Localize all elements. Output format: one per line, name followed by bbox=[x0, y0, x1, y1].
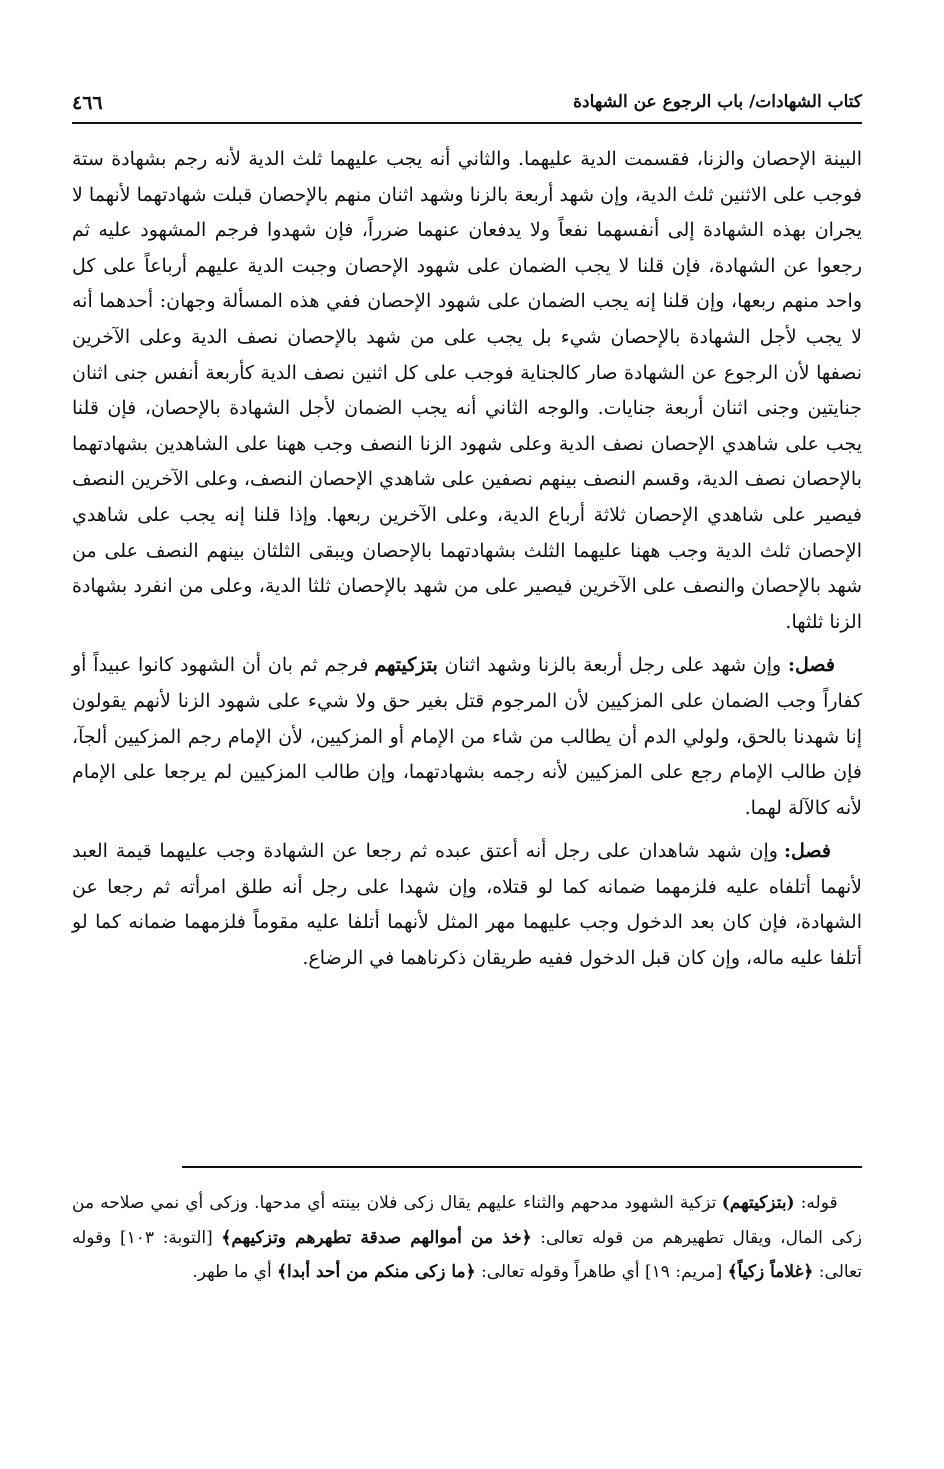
section-heading: فصل: bbox=[787, 654, 835, 677]
quran-quote: ﴿غلاماً زكياً﴾ bbox=[727, 1262, 814, 1282]
footnote-text: أي ما طهر. bbox=[192, 1262, 278, 1282]
footnote-text: تزكية الشهود مدحهم والثناء عليهم يقال زكى فلان بينته أي مدحها. وزكى أي نمي صلاحه من زكى المال، ويقال تطهيرهم من قوله تعالى: bbox=[72, 1193, 863, 1248]
footnote-reference: [التوبة: ١٠٣] وقوله تعالى: bbox=[72, 1227, 862, 1282]
quran-quote: ﴿خذ من أموالهم صدقة تطهرهم وتزكيهم﴾ bbox=[221, 1227, 532, 1248]
footnote-intro: قوله: bbox=[794, 1193, 838, 1213]
section-heading: فصل: bbox=[784, 840, 831, 863]
footnote bbox=[72, 1186, 862, 1290]
paragraph-continuation: البينة الإحصان والزنا، فقسمت الدية عليهما. والثاني أنه يجب عليهما ثلث الدية لأنه رجم بشهادة ستة فوجب على الاثنين ثلث الدية، وإن شهد أربعة بالزنا وشهد اثنان منهم بالإحصان قبلت شهادتهما لأنهما لا يجران بهذه الشهادة إلى أنفسهما نفعاً ولا يدفعان عنهما ضرراً، فإن شهدوا فرجم المشهود عليه ثم رجعوا عن الشهادة، فإن قلنا لا يجب الضمان على شهود الإحصان وجبت الدية عليهم أرباعاً على كل واحد منهم ربعها، وإن قلنا إنه يجب الضمان على شهود الإحصان ففي هذه المسألة وجهان: أحدهما أنه لا يجب لأجل الشهادة بالإحصان شيء بل يجب على من شهد بالإحصان نصف الدية وعلى الآخرين نصفها لأن الرجوع عن الشهادة صار كالجناية فوجب على كل اثنين نصف الدية كأربعة أنفس جنى اثنان جنايتين وجنى اثنان أربعة جنايات. والوجه الثاني أنه يجب الضمان لأجل الشهادة بالإحصان، فإن قلنا يجب على شاهدي الإحصان نصف الدية وعلى شهود الزنا النصف وجب ههنا على الشاهدين بشهادتهما بالإحصان نصف الدية، وقسم النصف بينهم نصفين على شاهدي الإحصان النصف، وعلى الآخرين النصف فيصير على شاهدي الإحصان ثلاثة أرباع الدية، وعلى الآخرين ربعها. وإذا قلنا إنه يجب على شاهدي الإحصان ثلث الدية وجب ههنا عليهما الثلث بشهادتهما بالإحصان ويبقى الثلثان بينهم النصف على من شهد بالإحصان والنصف على الآخرين فيصير على من شهد بالإحصان ثلثا الدية، وعلى من انفرد بشهادة الزنا ثلثها. bbox=[72, 148, 862, 633]
quran-quote: ﴿ما زكى منكم من أحد أبدا﴾ bbox=[277, 1262, 476, 1282]
footnote-term: (بتزكيتهم) bbox=[721, 1193, 795, 1213]
section-text: فرجم ثم بان أن الشهود كانوا عبيداً أو كفاراً وجب الضمان على المزكيين لأن المرجوم قتل بغير حق ولا شيء على شهود الزنا لأنهم يقولون إنا شهدنا بالحق، ولولي الدم أن يطالب من شاء من الإمام أو المزكيين، لأن الإمام رجم المزكيين ألجآ، فإن طالب الإمام رجع على المزكيين لأنه رجمه بشهادتهما، وإن طالب المزكيين لم يرجعا على الإمام لأنه كالآلة لهما. bbox=[72, 654, 862, 819]
running-title: كتاب الشهادات/ باب الرجوع عن الشهادة bbox=[573, 92, 862, 112]
footnote-divider bbox=[182, 1166, 862, 1168]
section-paragraph-retraction bbox=[72, 834, 862, 976]
footnoted-term: بتزكيتهم bbox=[374, 654, 438, 677]
section-text: وإن شهد شاهدان على رجل أنه أعتق عبده ثم رجعا عن الشهادة وجب عليهما قيمة العبد لأنهما أتلفاه عليه فلزمهما ضمانه كما لو قتلاه، وإن شهدا على رجل أنه طلق امرأته ثم رجعا عن الشهادة، فإن كان بعد الدخول وجب عليهما مهر المثل لأنهما أتلفا عليه مقوماً فلزمهما ضمانه كما لو أتلفا عليه ماله، وإن كان قبل الدخول ففيه طريقان ذكرناهما في الرضاع. bbox=[72, 840, 862, 970]
footnote-paragraph bbox=[72, 1186, 862, 1290]
section-paragraph-tazkiya bbox=[72, 648, 862, 826]
footnote-reference: [مريم: ١٩] أي طاهراً وقوله تعالى: bbox=[475, 1262, 728, 1282]
section-text: وإن شهد على رجل أربعة بالزنا وشهد اثنان bbox=[437, 654, 788, 677]
page-header bbox=[72, 88, 862, 124]
main-text bbox=[72, 142, 862, 977]
page-number: ٤٦٦ bbox=[72, 92, 103, 114]
